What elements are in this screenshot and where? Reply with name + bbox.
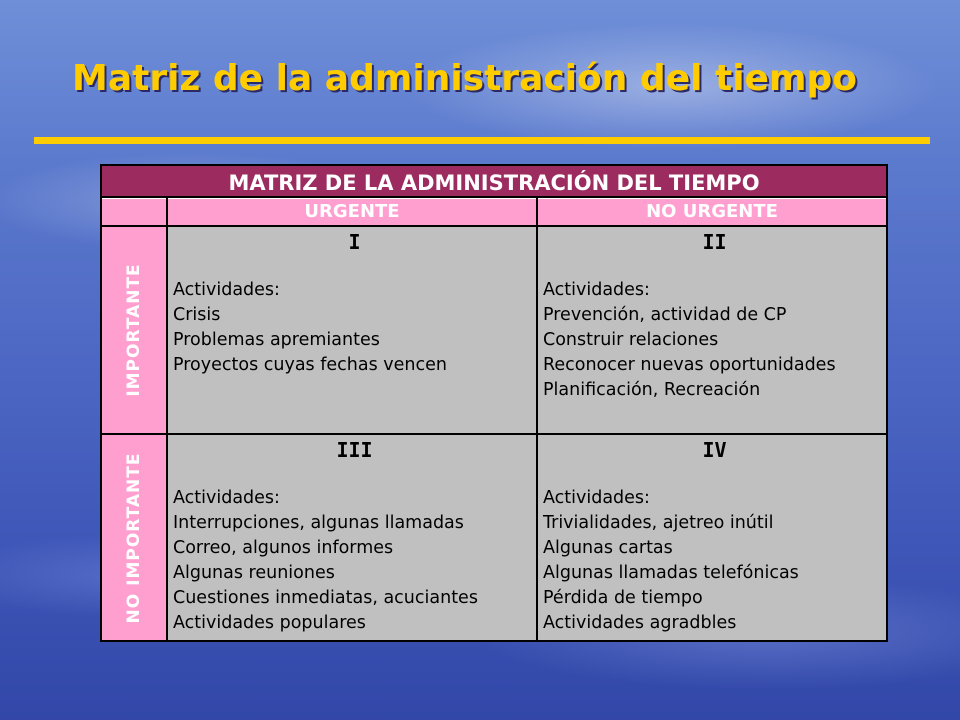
time-management-matrix <box>100 164 888 642</box>
list-item: Crisis <box>173 305 221 325</box>
quadrant-numeral: I <box>348 230 361 254</box>
list-item: Reconocer nuevas oportunidades <box>543 355 836 375</box>
quadrant-items <box>543 278 886 403</box>
matrix-corner <box>102 199 166 225</box>
list-item: Actividades agradbles <box>543 613 737 633</box>
row-label-important: IMPORTANTE <box>124 263 144 397</box>
quadrant-numeral: IV <box>702 438 727 462</box>
list-item: Algunas llamadas telefónicas <box>543 563 799 583</box>
matrix-header: MATRIZ DE LA ADMINISTRACIÓN DEL TIEMPO <box>102 166 886 198</box>
list-item: Planificación, Recreación <box>543 380 761 400</box>
list-item: Problemas apremiantes <box>173 330 380 350</box>
list-item: Actividades: <box>543 488 650 508</box>
quadrant-numeral: III <box>336 438 373 462</box>
row-label-not-important: NO IMPORTANTE <box>124 452 144 623</box>
row-header-not-important <box>102 435 166 640</box>
list-item: Algunas reuniones <box>173 563 335 583</box>
quadrant-numeral: II <box>702 230 727 254</box>
quadrant-items <box>173 278 536 378</box>
list-item: Cuestiones inmediatas, acuciantes <box>173 588 478 608</box>
list-item: Actividades: <box>173 280 280 300</box>
list-item: Pérdida de tiempo <box>543 588 703 608</box>
list-item: Interrupciones, algunas llamadas <box>173 513 464 533</box>
grid-line <box>102 433 886 435</box>
row-header-important <box>102 227 166 433</box>
list-item: Construir relaciones <box>543 330 719 350</box>
quadrant-items <box>543 486 886 636</box>
quadrant-items <box>173 486 536 636</box>
list-item: Correo, algunos informes <box>173 538 394 558</box>
list-item: Algunas cartas <box>543 538 673 558</box>
title-underline <box>34 137 930 144</box>
quadrant-1 <box>168 227 536 433</box>
grid-line <box>166 198 168 640</box>
grid-line <box>102 225 886 227</box>
list-item: Actividades: <box>543 280 650 300</box>
list-item: Actividades: <box>173 488 280 508</box>
slide-title: Matriz de la administración del tiempo <box>72 58 857 99</box>
column-header-not-urgent: NO URGENTE <box>538 199 886 225</box>
list-item: Trivialidades, ajetreo inútil <box>543 513 774 533</box>
grid-line <box>536 198 538 640</box>
list-item: Actividades populares <box>173 613 366 633</box>
quadrant-3 <box>168 435 536 640</box>
list-item: Proyectos cuyas fechas vencen <box>173 355 447 375</box>
column-header-urgent: URGENTE <box>168 199 536 225</box>
list-item: Prevención, actividad de CP <box>543 305 787 325</box>
quadrant-2 <box>538 227 886 433</box>
quadrant-4 <box>538 435 886 640</box>
